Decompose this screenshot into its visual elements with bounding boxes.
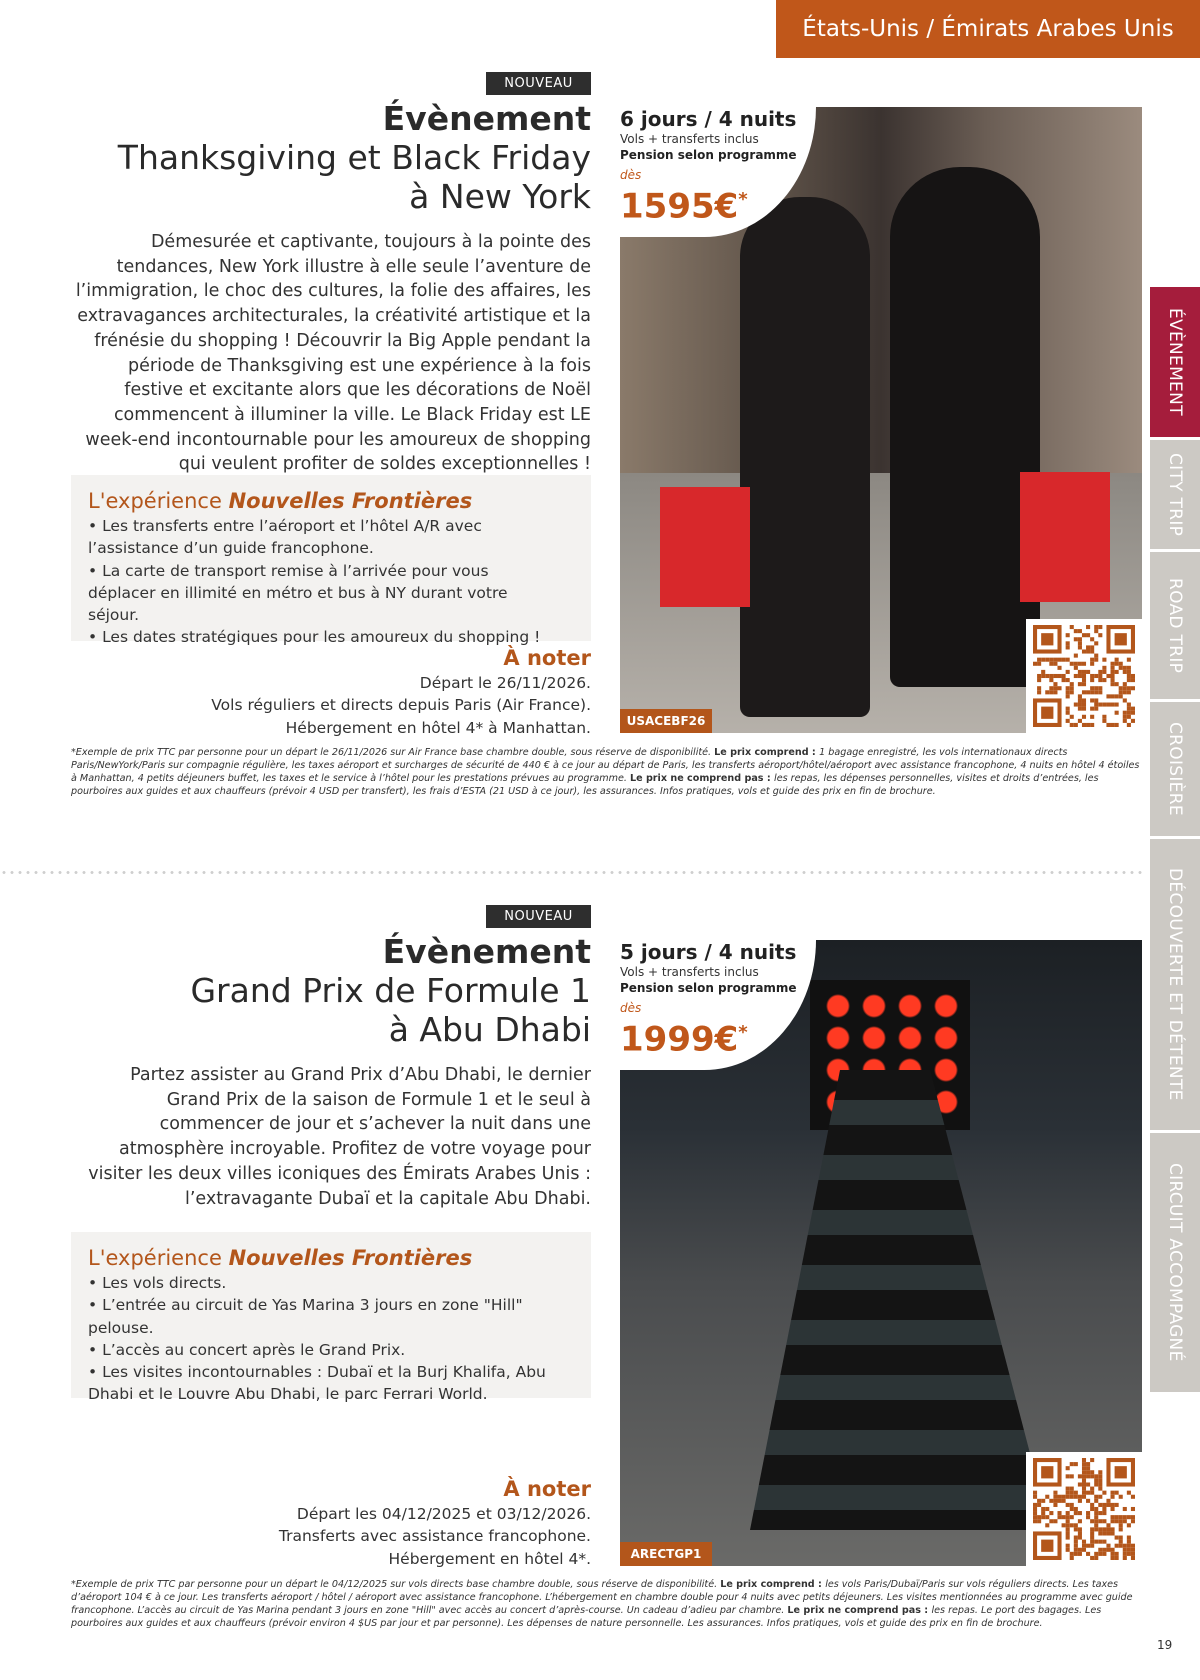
price-from: dès (620, 1001, 642, 1015)
title-line: à New York (409, 177, 591, 216)
note-heading: À noter (503, 1477, 591, 1501)
note-line: Départ les 04/12/2025 et 03/12/2026. (296, 1505, 591, 1523)
new-badge: NOUVEAU (486, 905, 591, 928)
fine-print: *Exemple de prix TTC par personne pour un départ le 26/11/2026 sur Air France base chambre double, sous réserve de disponibilité. Le prix comprend : 1 bagage enregistré, les vols internationaux directs Paris/NewYork/Paris sur compagnie régulière, les taxes aéroport et surcharges de sécurité de 440 € à ce jour au départ de Paris, les transferts aéroport/hôtel/aéroport avec assistance francophone, 4 nuits en hôtel 4 étoiles à Manhattan, 4 petits déjeuners buffet, les taxes et le service à l’hôtel pour les prestations prévues au programme. Le prix ne comprend pas : les repas, les dépenses personnelles, visites et droits d’entrées, les pourboires aux guides et aux chauffeurs (prévoir 4 USD per transfert), les frais d’ESTA (21 USD à ce jour), les assurances. Infos pratiques, vols et guide des prix en fin de brochure. (71, 747, 1140, 797)
price: 1999€* (620, 1019, 748, 1060)
side-tab-city-trip[interactable]: CITY TRIP (1150, 440, 1200, 549)
experience-box (71, 475, 591, 647)
qr-code[interactable] (1026, 619, 1142, 733)
experience-item: • Les transferts entre l’aéroport et l’hôtel A/R avec l’assistance d’un guide francophone. (88, 517, 482, 558)
note-line: Transferts avec assistance francophone. (278, 1527, 591, 1546)
title-line: à Abu Dhabi (388, 1010, 591, 1049)
new-york-shopping-photo (620, 107, 1142, 733)
price: 1595€* (620, 186, 748, 227)
experience-heading: L'expérience Nouvelles Frontières (88, 1246, 473, 1270)
side-tab-circuit-accompagne[interactable]: CIRCUIT ACCOMPAGNÉ (1150, 1133, 1200, 1392)
title-event: Évènement (382, 932, 591, 971)
offer-title (60, 932, 591, 1049)
new-badge: NOUVEAU (486, 72, 591, 95)
destination-banner: États-Unis / Émirats Arabes Unis (776, 0, 1200, 58)
note-line: Hébergement en hôtel 4* à Manhattan. (285, 718, 591, 737)
offer-code: ARECTGP1 (620, 1542, 712, 1566)
note-section (60, 1477, 591, 1570)
formula-1-photo (620, 940, 1142, 1566)
offer-code: USACEBF26 (620, 709, 712, 733)
experience-item: • Les visites incontournables : Dubaï et la Burj Khalifa, Abu Dhabi et le Louvre Abu Dhabi, le parc Ferrari World. (88, 1363, 546, 1404)
includes: Vols + transferts inclus (620, 965, 759, 979)
experience-item: • Les vols directs. (88, 1274, 227, 1292)
price-panel (620, 940, 816, 1070)
note-heading: À noter (503, 646, 591, 670)
note-section (60, 646, 591, 739)
offer-title (60, 99, 591, 216)
note-line: Départ le 26/11/2026. (419, 674, 591, 692)
title-event: Évènement (382, 99, 591, 138)
experience-item: • Les dates stratégiques pour les amoureux du shopping ! (88, 628, 541, 647)
note-line: Vols réguliers et directs depuis Paris (Air France). (211, 696, 591, 715)
title-line: Thanksgiving et Black Friday (117, 138, 591, 177)
price-panel (620, 107, 816, 237)
fine-print: *Exemple de prix TTC par personne pour un départ le 04/12/2025 sur vols directs base chambre double, sous réserve de disponibilité. Le prix comprend : les vols Paris/Dubaï/Paris sur vols réguliers directs. Les taxes d’aéroport 104 € à ce jour. Les transferts aéroport / hôtel / aéroport avec assistance francophone. L’hébergement en chambre double pour 4 nuits avec petits déjeuners. Les visites mentionnées au programme avec guide francophone. L’accès au circuit de Yas Marina pendant 3 jours en zone "Hill" avec accès au concert d’après-course. Un cadeau d’adieu par chambre. Le prix ne comprend pas : les repas. Le port des bagages. Les pourboires aux guides et aux chauffeurs (prévoir environ 4 $US par jour et par personne). Les dépenses de nature personnelle. Les assurances. Infos pratiques, vols et guide des prix en fin de brochure. (71, 1579, 1133, 1629)
offer-description: Partez assister au Grand Prix d’Abu Dhabi, le dernier Grand Prix de la saison de Formule 1 et le seul à commencer de jour et s’achever la nuit dans une atmosphère incroyable. Profitez de votre voyage pour visiter les deux villes iconiques des Émirats Arabes Unis : l’extravagante Dubaï et la capitale Abu Dhabi. (88, 1065, 591, 1209)
experience-box (71, 1232, 591, 1404)
note-line: Hébergement en hôtel 4*. (388, 1549, 591, 1568)
board: Pension selon programme (620, 981, 797, 995)
side-tab-croisiere[interactable]: CROISIÈRE (1150, 702, 1200, 836)
side-tab-road-trip[interactable]: ROAD TRIP (1150, 552, 1200, 699)
duration: 5 jours / 4 nuits (620, 940, 797, 964)
experience-item: • La carte de transport remise à l’arrivée pour vous déplacer en illimité en métro et bus à NY durant votre séjour. (88, 561, 508, 625)
title-line: Grand Prix de Formule 1 (190, 971, 591, 1010)
includes: Vols + transferts inclus (620, 132, 759, 146)
experience-heading: L'expérience Nouvelles Frontières (88, 489, 473, 513)
side-tab-decouverte-detente[interactable]: DÉCOUVERTE ET DÉTENTE (1150, 839, 1200, 1130)
offer-description: Démesurée et captivante, toujours à la pointe des tendances, New York illustre à elle seule l’aventure de l’immigration, le choc des cultures, la folie des affaires, les extravagances architecturales, la créativité artistique et la frénésie du shopping ! Découvrir la Big Apple pendant la période de Thanksgiving est une expérience à la fois festive et excitante alors que les décorations de Noël commencent à illuminer la ville. Le Black Friday est LE week-end incontournable pour les amoureux de shopping qui veulent profiter de soldes exceptionnelles ! (75, 232, 591, 475)
side-tab-evenement[interactable]: ÉVÈNEMENT (1150, 287, 1200, 437)
section-divider (0, 871, 1142, 874)
duration: 6 jours / 4 nuits (620, 107, 797, 131)
price-from: dès (620, 168, 642, 182)
page-number: 19 (1157, 1638, 1173, 1652)
experience-item: • L’accès au concert après le Grand Prix. (88, 1340, 406, 1359)
qr-code[interactable] (1026, 1452, 1142, 1566)
experience-item: • L’entrée au circuit de Yas Marina 3 jours en zone "Hill" pelouse. (88, 1296, 523, 1337)
board: Pension selon programme (620, 148, 797, 162)
